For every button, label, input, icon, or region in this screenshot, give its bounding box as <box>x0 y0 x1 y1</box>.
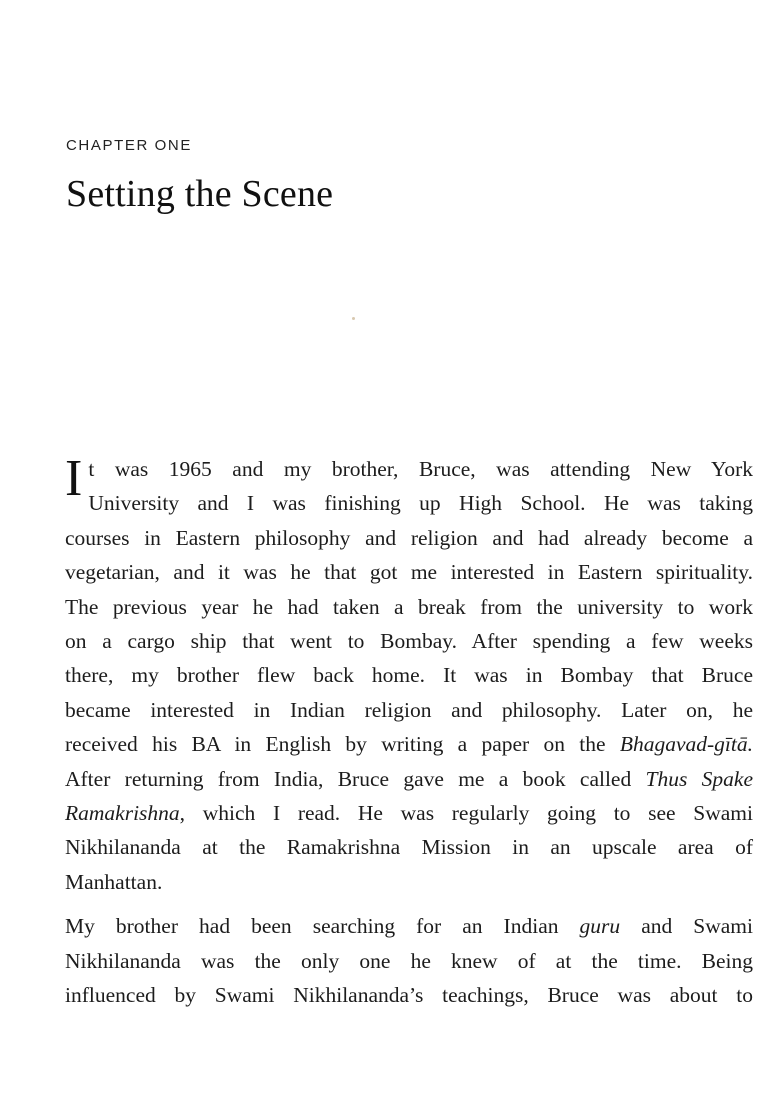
text-line: there, my brother flew back home. It was in Bombay that Bruce <box>65 663 753 688</box>
text-line <box>65 762 753 796</box>
body-text <box>65 452 753 1013</box>
text-line <box>65 909 753 943</box>
drop-cap: I <box>65 450 83 507</box>
paragraph-2 <box>65 909 753 1012</box>
text-line: vegetarian, and it was he that got me interested in Eastern spirituality. <box>65 560 753 585</box>
book-title-italic: Bhagavad-gītā. <box>619 732 753 757</box>
text-line: courses in Eastern philosophy and religion and had already become a <box>65 525 753 550</box>
text-line: became interested in Indian religion and philosophy. Later on, he <box>65 697 753 722</box>
line-text: received his BA in English by writing a paper on the <box>65 732 620 757</box>
line-text: My brother had been searching for an Indian <box>65 914 580 939</box>
term-italic: guru <box>579 914 621 939</box>
paragraph-1 <box>65 452 753 899</box>
text-line: The previous year he had taken a break from the university to work <box>65 594 753 619</box>
line-text: , which I read. He was regularly going to see Swami <box>179 801 753 826</box>
text-line: University and I was finishing up High School. He was taking <box>88 491 753 516</box>
chapter-title: Setting the Scene <box>66 173 334 215</box>
book-title-italic: Ramakrishna <box>65 801 180 826</box>
line-text: and Swami <box>620 914 753 939</box>
line-text: After returning from India, Bruce gave me a book called <box>65 766 646 791</box>
book-title-italic: Thus Spake <box>645 766 753 791</box>
text-line: Manhattan. <box>65 869 163 894</box>
text-line: Nikhilananda at the Ramakrishna Mission in an upscale area of <box>65 835 753 860</box>
paper-speck <box>352 317 355 320</box>
text-line: t was 1965 and my brother, Bruce, was attending New York <box>88 457 753 481</box>
text-line: influenced by Swami Nikhilananda’s teachings, Bruce was about to <box>65 983 753 1008</box>
chapter-label: CHAPTER ONE <box>66 137 192 154</box>
text-line <box>65 796 753 830</box>
text-line: Nikhilananda was the only one he knew of at the time. Being <box>65 948 753 973</box>
text-line: on a cargo ship that went to Bombay. After spending a few weeks <box>65 629 753 654</box>
text-line <box>65 727 753 761</box>
